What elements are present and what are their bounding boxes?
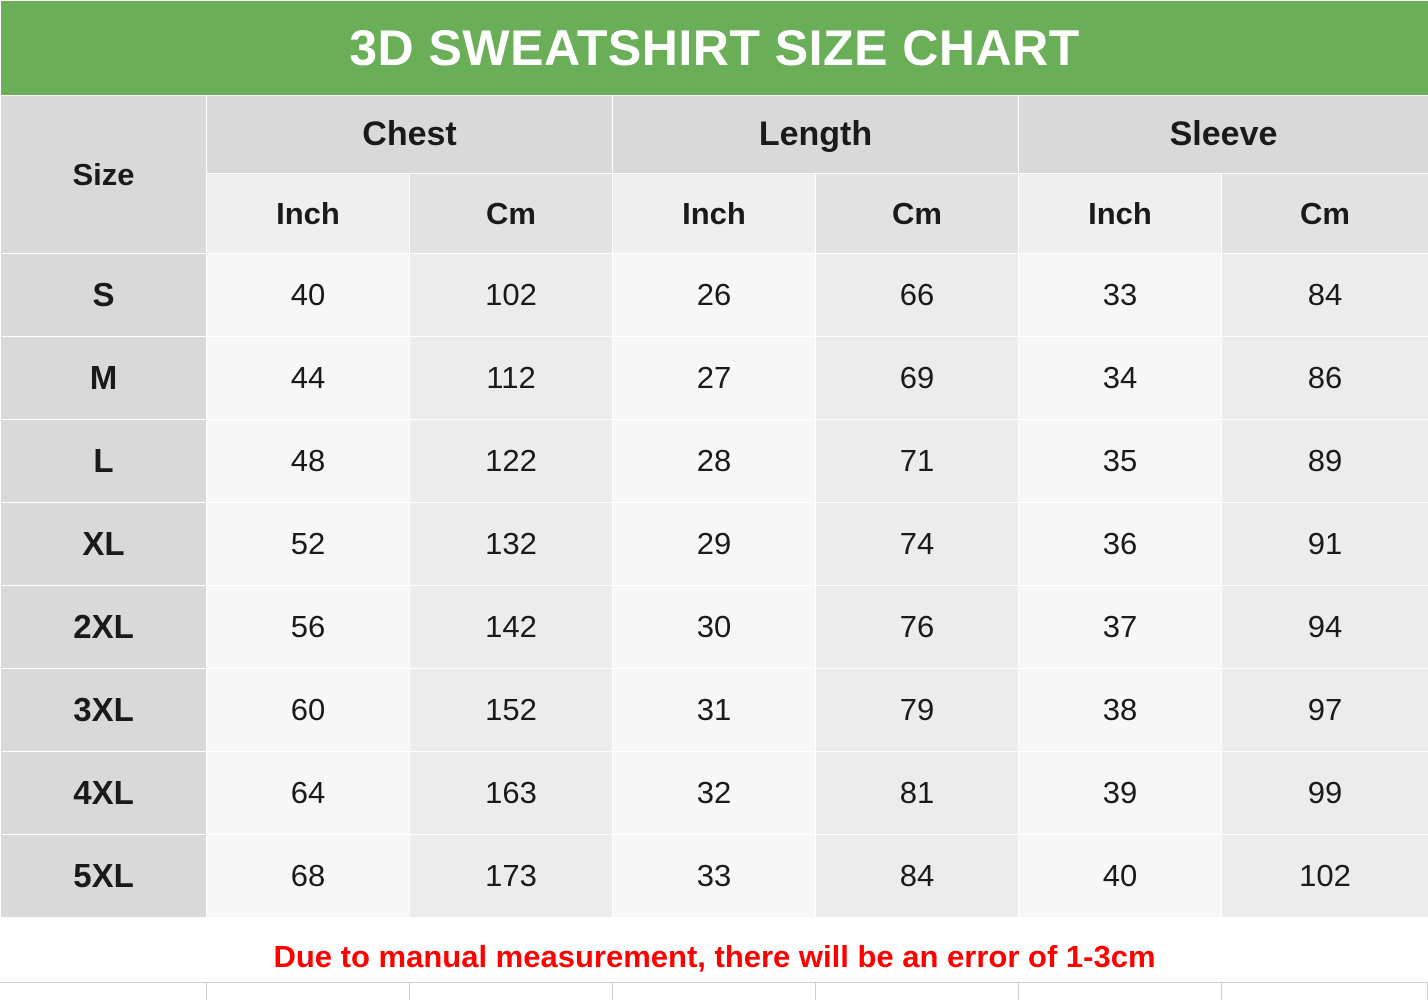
table-bottom-edge: [0, 982, 1428, 1000]
cell-chest-inch: 68: [207, 835, 410, 918]
cell-length-inch: 26: [613, 254, 816, 337]
cell-length-cm: 71: [816, 420, 1019, 503]
cell-length-cm: 74: [816, 503, 1019, 586]
header-unit-row: [1, 174, 1428, 254]
header-group-row: [1, 96, 1428, 174]
table-row: [1, 337, 1428, 420]
cell-sleeve-inch: 40: [1019, 835, 1222, 918]
header-group-sleeve: Sleeve: [1019, 96, 1428, 174]
chart-title: 3D SWEATSHIRT SIZE CHART: [1, 1, 1428, 96]
cell-chest-inch: 60: [207, 669, 410, 752]
table-row: [1, 420, 1428, 503]
cell-chest-cm: 112: [410, 337, 613, 420]
cell-chest-inch: 52: [207, 503, 410, 586]
cell-sleeve-cm: 99: [1222, 752, 1428, 835]
cell-chest-cm: 142: [410, 586, 613, 669]
cell-chest-inch: 44: [207, 337, 410, 420]
cell-sleeve-inch: 39: [1019, 752, 1222, 835]
cell-chest-cm: 122: [410, 420, 613, 503]
cell-length-inch: 30: [613, 586, 816, 669]
row-size: 3XL: [1, 669, 207, 752]
cell-chest-cm: 173: [410, 835, 613, 918]
row-size: 4XL: [1, 752, 207, 835]
cell-length-inch: 29: [613, 503, 816, 586]
cell-sleeve-cm: 91: [1222, 503, 1428, 586]
cell-chest-cm: 132: [410, 503, 613, 586]
cell-chest-inch: 64: [207, 752, 410, 835]
table-row: [1, 503, 1428, 586]
header-unit-chest-inch: Inch: [207, 174, 410, 254]
header-group-chest: Chest: [207, 96, 613, 174]
header-unit-length-cm: Cm: [816, 174, 1019, 254]
cell-sleeve-cm: 84: [1222, 254, 1428, 337]
cell-length-cm: 81: [816, 752, 1019, 835]
cell-length-inch: 33: [613, 835, 816, 918]
cell-sleeve-cm: 97: [1222, 669, 1428, 752]
cell-sleeve-cm: 89: [1222, 420, 1428, 503]
title-row: [1, 1, 1428, 96]
cell-sleeve-inch: 34: [1019, 337, 1222, 420]
header-group-length: Length: [613, 96, 1019, 174]
row-size: S: [1, 254, 207, 337]
cell-length-inch: 32: [613, 752, 816, 835]
cell-length-cm: 76: [816, 586, 1019, 669]
cell-chest-inch: 48: [207, 420, 410, 503]
cell-chest-inch: 56: [207, 586, 410, 669]
cell-sleeve-cm: 102: [1222, 835, 1428, 918]
row-size: XL: [1, 503, 207, 586]
cell-length-inch: 31: [613, 669, 816, 752]
cell-length-inch: 28: [613, 420, 816, 503]
header-unit-sleeve-cm: Cm: [1222, 174, 1428, 254]
cell-length-cm: 66: [816, 254, 1019, 337]
row-size: 2XL: [1, 586, 207, 669]
cell-length-cm: 84: [816, 835, 1019, 918]
cell-chest-inch: 40: [207, 254, 410, 337]
header-unit-sleeve-inch: Inch: [1019, 174, 1222, 254]
measurement-note: Due to manual measurement, there will be an error of 1-3cm: [1, 918, 1428, 996]
table-row: [1, 835, 1428, 918]
row-size: 5XL: [1, 835, 207, 918]
cell-chest-cm: 152: [410, 669, 613, 752]
cell-sleeve-inch: 35: [1019, 420, 1222, 503]
cell-sleeve-inch: 37: [1019, 586, 1222, 669]
header-unit-length-inch: Inch: [613, 174, 816, 254]
header-unit-chest-cm: Cm: [410, 174, 613, 254]
cell-length-inch: 27: [613, 337, 816, 420]
cell-length-cm: 69: [816, 337, 1019, 420]
cell-sleeve-inch: 38: [1019, 669, 1222, 752]
row-size: L: [1, 420, 207, 503]
cell-sleeve-inch: 36: [1019, 503, 1222, 586]
table-row: [1, 752, 1428, 835]
header-size-label: Size: [1, 96, 207, 254]
cell-sleeve-inch: 33: [1019, 254, 1222, 337]
table-row: [1, 669, 1428, 752]
table-row: [1, 586, 1428, 669]
cell-sleeve-cm: 86: [1222, 337, 1428, 420]
row-size: M: [1, 337, 207, 420]
cell-length-cm: 79: [816, 669, 1019, 752]
cell-chest-cm: 102: [410, 254, 613, 337]
cell-chest-cm: 163: [410, 752, 613, 835]
table-row: [1, 254, 1428, 337]
cell-sleeve-cm: 94: [1222, 586, 1428, 669]
